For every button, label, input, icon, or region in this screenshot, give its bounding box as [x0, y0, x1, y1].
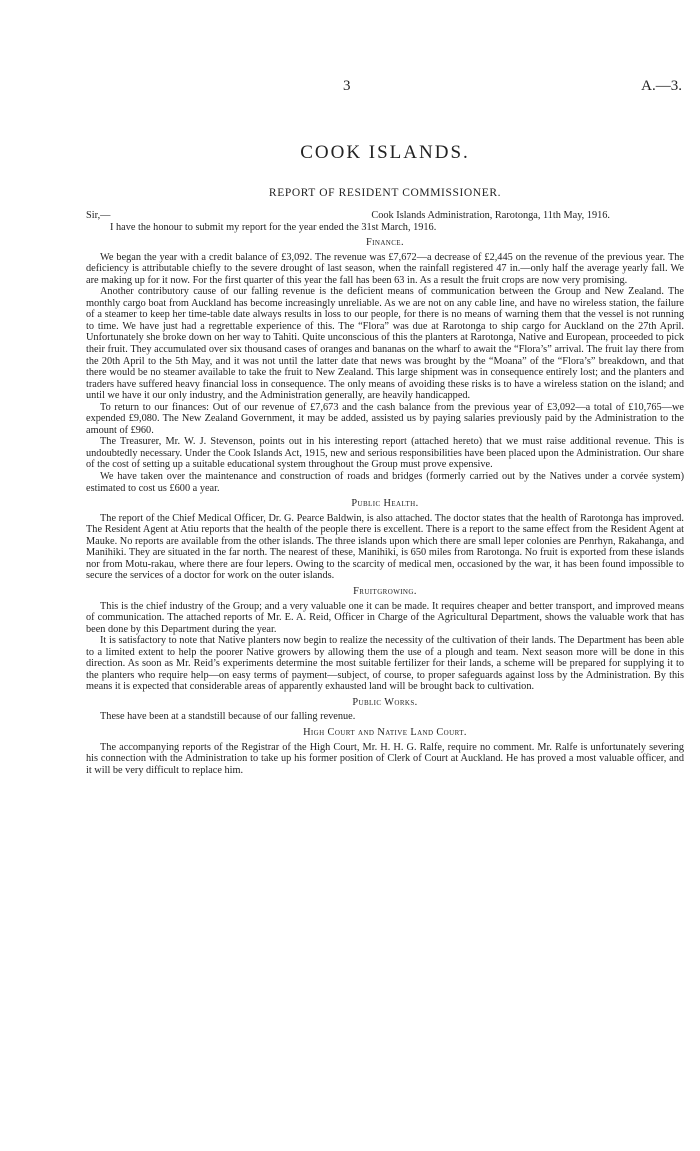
public-works-paragraph: These have been at a standstill because of our falling revenue. — [100, 711, 356, 723]
section-heading-fruitgrowing: Fruitgrowing. — [353, 585, 417, 597]
page-title: COOK ISLANDS. — [300, 142, 470, 163]
section-heading-courts: High Court and Native Land Court. — [303, 726, 467, 738]
section-heading-public-health: Public Health. — [351, 498, 419, 510]
finance-paragraph: The Treasurer, Mr. W. J. Stevenson, points out in his interesting report (attached hereto) that we must raise additional revenue. This is undoubtedly necessary. Under the Cook Islands Act, 1915, new and serious responsibilities have been placed upon the Administration. Our share of the cost of setting up a suitable educational system throughout the Group must prove expensive. — [86, 436, 684, 471]
finance-paragraph: We have taken over the maintenance and construction of roads and bridges (formerly carried out by the Natives under a corvée system) estimated to cost us £600 a year. — [86, 471, 684, 494]
report-subtitle: REPORT OF RESIDENT COMMISSIONER. — [268, 187, 502, 199]
health-paragraph: The report of the Chief Medical Officer, Dr. G. Pearce Baldwin, is also attached. The doctor states that the health of Rarotonga has improved. The Resident Agent at Atiu reports that the health of the people there is excellent. There is a report to the same effect from the Resident Agent at Mauke. No reports are available from the other islands. The three islands upon which there are small leper colonies are Penrhyn, Rakahanga, and Manihiki. They are situated in the far north. The nearest of these, Manihiki, is 650 miles from Rarotonga. No fruit is exported from these islands nor from Motu-rakau, where there are four lepers. Owing to the scarcity of medical men, occasioned by the war, it has been found impossible to secure the services of a doctor for work on the outer islands. — [86, 512, 684, 582]
report-body — [86, 210, 684, 776]
page-number: 3 — [343, 78, 351, 94]
opening-paragraph: I have the honour to submit my report for the year ended the 31st March, 1916. — [110, 221, 437, 233]
document-reference: A.—3. — [641, 78, 682, 94]
finance-paragraph: To return to our finances: Out of our revenue of £7,673 and the cash balance from the previous year of £3,092—a total of £10,765—we expended £9,080. The New Zealand Government, it may be added, assisted us by paying salaries previously paid by the Administration to the amount of £960. — [86, 401, 684, 436]
page-header — [86, 78, 684, 98]
finance-paragraph: Another contributory cause of our falling revenue is the deficient means of communication between the Group and New Zealand. The monthly cargo boat from Auckland has become increasingly unreliable. As we are not on any cable line, and have no wireless station, the failure of a steamer to keep her time-table date always results in loss to our people, for there is no means of warning them that the vessel is not running to time. We have just had a regrettable experience of this. The “Flora” was due at Rarotonga to ship cargo for Auckland on the 27th April. Unfortunately she broke down on her way to Tahiti. Quite unconscious of this the planters at Rarotonga, Native and European, proceeded to pick their fruit. They accumulated over six thousand cases of oranges and bananas on the wharf to await the “Flora’s” arrival. The fruit lay there from the 20th April to the 5th May, and it was not until the latter date that news was brought by the “Moana” of the “Flora’s” breakdown, and that there would be no steamer available to take the fruit to New Zealand. This large shipment was in consequence entirely lost; and the planters and traders have suffered heavy financial loss in consequence. The only means of avoiding these risks is to have a wireless station on the island; and until we have it our only industry, and the Administration generally, are heavily handicapped. — [86, 286, 684, 402]
salutation: Sir,— — [86, 210, 111, 221]
section-heading-public-works: Public Works. — [352, 696, 418, 708]
finance-paragraph: We began the year with a credit balance of £3,092. The revenue was £7,672—a decrease of £2,445 on the revenue of the previous year. The deficiency is attributable chiefly to the severe drought of last season, when the rainfall registered 47 in.—only half the average yearly fall. We are making up for it now. For the first quarter of this year the fall has been 63 in. As a result the fruit crops are now very promising. — [86, 251, 684, 286]
fruitgrowing-paragraph: This is the chief industry of the Group; and a very valuable one it can be made. It requires cheaper and better transport, and improved means of communication. The attached reports of Mr. E. A. Reid, Officer in Charge of the Agricultural Department, shows the valuable work that has been done by this Department during the year. — [86, 600, 684, 635]
dateline: Cook Islands Administration, Rarotonga, 11th May, 1916. — [371, 210, 610, 221]
courts-paragraph: The accompanying reports of the Registrar of the High Court, Mr. H. H. G. Ralfe, require no comment. Mr. Ralfe is unfortunately severing his connection with the Administration to take up his former position of Clerk of Court at Auckland. He has proved a most valuable officer, and it will be very difficult to replace him. — [86, 741, 684, 776]
section-heading-finance: Finance. — [366, 237, 404, 249]
letter-header — [86, 210, 684, 222]
fruitgrowing-paragraph: It is satisfactory to note that Native planters now begin to realize the necessity of the cultivation of their lands. The Department has been able to a limited extent to help the poorer Native growers by allowing them the use of a plough and team. Next season more will be done in this direction. As soon as Mr. Reid’s experiments determine the most suitable fertilizer for their lands, a scheme will be prepared for supplying it to the planters who require help—on easy terms of payment—subject, of course, to proper safeguards against loss by the Administration. By this means it is expected that considerable areas of apparently exhausted land will be brought back to cultivation. — [86, 635, 684, 693]
